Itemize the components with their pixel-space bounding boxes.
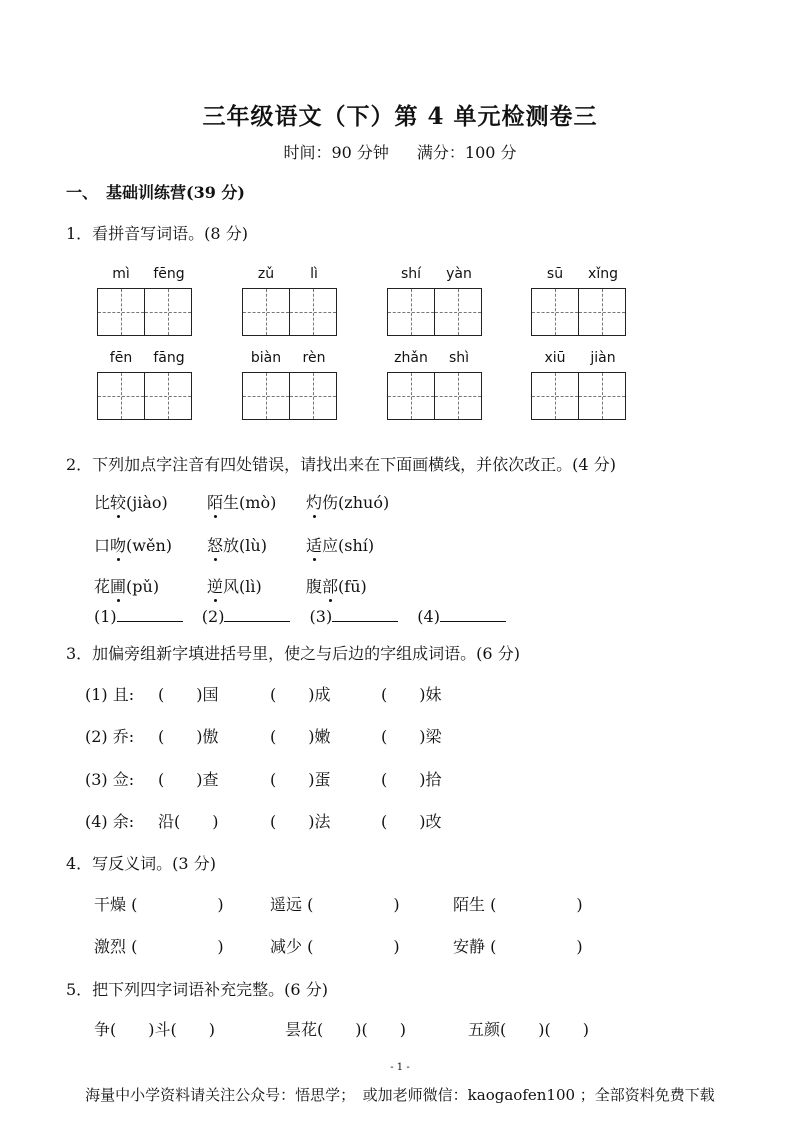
plain-char: 风 [223,577,240,596]
antonym-blank[interactable]: 安静 ( ) [453,937,583,956]
fill-in-blank[interactable]: ( )梁 [381,727,442,746]
item-label: (1) 且: [85,685,135,704]
fill-in-blank[interactable]: ( )查 [158,770,219,789]
tian-grid-box[interactable] [97,288,145,336]
tian-grid-box[interactable] [242,288,290,336]
item-label: (3) 佥: [85,770,135,789]
fill-in-blank[interactable]: ( )嫩 [270,727,331,746]
pinyin-annotation: (wěn) [126,536,172,555]
tian-grid-box[interactable] [97,372,145,420]
pinyin-syllable: zǔ [257,266,275,282]
pinyin-syllable: xǐng [588,266,618,282]
word-with-pinyin [94,574,159,597]
blank-label-3: (3) [309,607,333,626]
word-with-pinyin [306,490,389,513]
antonym-blank[interactable]: 遥远 ( ) [270,895,400,914]
fill-in-blank[interactable]: ( )妹 [381,685,442,704]
pinyin-syllable: fēn [109,350,133,366]
question-4-prompt: 4．写反义词。(3 分) [66,854,216,873]
pinyin-syllable: rèn [302,350,326,366]
tian-grid-box[interactable] [434,372,482,420]
tian-grid-pair [531,372,627,420]
answer-blank-4[interactable] [440,607,506,622]
tian-grid-box[interactable] [144,288,192,336]
blank-label-4: (4) [417,607,440,626]
tian-grid-box[interactable] [387,372,435,420]
pinyin-label [242,350,338,372]
pinyin-syllable: sū [546,266,564,282]
word-with-pinyin [207,533,267,556]
pinyin-syllable: fāng [153,350,185,366]
idiom-blank[interactable]: 五颜( )( ) [468,1020,589,1039]
pinyin-syllable: shì [448,350,470,366]
pinyin-label [97,266,193,288]
blank-label-2: (2) [201,607,225,626]
tian-grid-pair [387,288,483,336]
correction-blanks [94,607,506,626]
pinyin-item [387,266,483,336]
word-with-pinyin [306,533,374,556]
pinyin-annotation: (zhuó) [338,493,390,512]
tian-grid-pair [242,372,338,420]
plain-char: 比 [94,493,111,512]
idiom-blank[interactable]: 昙花( )( ) [285,1020,406,1039]
answer-blank-1[interactable] [117,607,183,622]
word-with-pinyin [207,574,262,597]
fill-in-blank[interactable]: ( )傲 [158,727,219,746]
pinyin-label [97,350,193,372]
tian-grid-pair [97,288,193,336]
pinyin-annotation: (pǔ) [126,577,160,596]
pinyin-syllable: lì [310,266,318,282]
question-5-prompt: 5．把下列四字词语补充完整。(6 分) [66,980,328,999]
page-title: 三年级语文（下）第 4 单元检测卷三 [202,103,598,130]
question-2-prompt: 2．下列加点字注音有四处错误，请找出来在下面画横线，并依次改正。(4 分) [66,455,616,474]
tian-grid-box[interactable] [387,288,435,336]
tian-grid-box[interactable] [578,372,626,420]
word-with-pinyin [94,490,168,513]
tian-grid-box[interactable] [531,372,579,420]
dotted-char: 陌 [207,490,223,513]
pinyin-annotation: (fū) [338,577,367,596]
exam-info [0,140,800,163]
tian-grid-pair [531,288,627,336]
idiom-blank[interactable]: 争( )斗( ) [94,1020,215,1039]
pinyin-syllable: xiū [544,350,566,366]
fill-in-blank[interactable]: ( )成 [270,685,331,704]
plain-char: 放 [223,536,240,555]
tian-grid-pair [97,372,193,420]
pinyin-label [387,266,483,288]
pinyin-syllable: mì [112,266,130,282]
pinyin-annotation: (lù) [239,536,267,555]
dotted-char: 灼 [306,490,322,513]
pinyin-syllable: shí [400,266,422,282]
plain-char: 腹 [306,577,323,596]
blank-label-1: (1) [94,607,117,626]
pinyin-annotation: (jiào) [126,493,168,512]
pinyin-label [387,350,483,372]
pinyin-item [97,350,193,420]
page-number: - 1 - [390,1062,410,1073]
pinyin-item [531,266,627,336]
dotted-char: 圃 [110,574,126,597]
pinyin-annotation: (shí) [338,536,375,555]
dotted-char: 吻 [110,533,126,556]
fill-in-blank[interactable]: ( )改 [381,812,442,831]
pinyin-label [242,266,338,288]
plain-char: 口 [94,536,111,555]
plain-char: 伤 [322,493,339,512]
tian-grid-box[interactable] [578,288,626,336]
word-with-pinyin [207,490,276,513]
word-with-pinyin [94,533,172,556]
tian-grid-pair [387,372,483,420]
answer-blank-2[interactable] [224,607,290,622]
plain-char: 应 [322,536,339,555]
antonym-blank[interactable]: 陌生 ( ) [453,895,583,914]
fill-in-blank[interactable]: ( )国 [158,685,219,704]
pinyin-syllable: jiàn [590,350,616,366]
pinyin-item [531,350,627,420]
fill-in-blank[interactable]: 沿( ) [158,812,219,831]
dotted-char: 怒 [207,533,223,556]
tian-grid-pair [242,288,338,336]
tian-grid-box[interactable] [531,288,579,336]
dotted-char: 较 [110,490,126,513]
pinyin-syllable: yàn [446,266,472,282]
tian-grid-box[interactable] [289,372,337,420]
exam-score: 满分：100 分 [416,143,517,162]
antonym-blank[interactable]: 减少 ( ) [270,937,400,956]
pinyin-item [242,266,338,336]
question-1-prompt: 1．看拼音写词语。(8 分) [66,224,248,243]
antonym-blank[interactable]: 激烈 ( ) [94,937,224,956]
pinyin-label [531,350,627,372]
pinyin-label [531,266,627,288]
pinyin-annotation: (lì) [239,577,262,596]
plain-char: 生 [223,493,240,512]
fill-in-blank[interactable]: ( )法 [270,812,331,831]
tian-grid-box[interactable] [144,372,192,420]
section-heading: 一、 基础训练营(39 分) [66,183,245,202]
dotted-char: 适 [306,533,322,556]
pinyin-syllable: zhǎn [394,350,428,366]
plain-char: 花 [94,577,111,596]
item-label: (4) 余: [85,812,135,831]
pinyin-annotation: (mò) [239,493,277,512]
tian-grid-box[interactable] [434,288,482,336]
pinyin-item [387,350,483,420]
footer-note: 海量中小学资料请关注公众号：悟思学； 或加老师微信：kaogaofen100 ；全部资料免费下载 [85,1086,715,1104]
dotted-char: 逆 [207,574,223,597]
tian-grid-box[interactable] [289,288,337,336]
pinyin-item [242,350,338,420]
pinyin-syllable: biàn [250,350,282,366]
word-with-pinyin [306,574,367,597]
antonym-blank[interactable]: 干燥 ( ) [94,895,224,914]
answer-blank-3[interactable] [332,607,398,622]
tian-grid-box[interactable] [242,372,290,420]
dotted-char: 部 [322,574,338,597]
item-label: (2) 乔: [85,727,135,746]
pinyin-syllable: fēng [153,266,185,282]
fill-in-blank[interactable]: ( )蛋 [270,770,331,789]
question-3-prompt: 3．加偏旁组新字填进括号里，使之与后边的字组成词语。(6 分) [66,644,520,663]
fill-in-blank[interactable]: ( )拾 [381,770,442,789]
pinyin-item [97,266,193,336]
exam-time: 时间：90 分钟 [283,143,389,162]
